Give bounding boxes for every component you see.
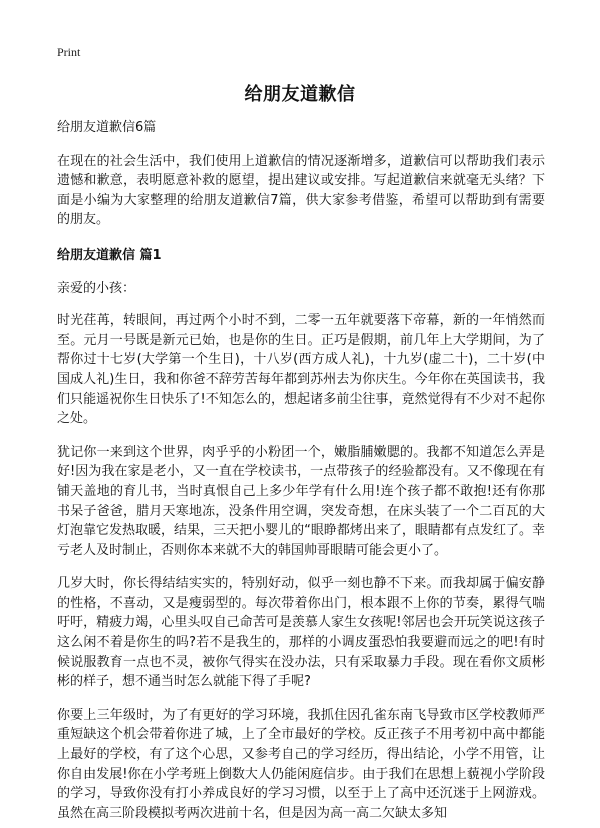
article-subtitle: 给朋友道歉信6篇 — [57, 120, 157, 135]
body-paragraph-4: 你要上三年级时，为了有更好的学习环境，我抓住因孔雀东南飞导致市区学校教师严重短缺这个机会带着你进了城，上了全市最好的学校。反正孩子不用考初中高中都能上最好的学校，有了这个心思，又参考自己的学习经历，得出结论，小学不用管，让你自由发展!你在小学考班上倒数大人仍能闲庭信步。由于我们在思想上藐视小学阶段的学习，导致你没有打小养成良好的学习习惯，以至于上了高中还沉迷于上网游戏。虽然在高三阶段模拟考两次进前十名，但是因为高一高二欠缺太多知 — [57, 707, 545, 821]
body-paragraph-1: 时光荏苒，转眼间，再过两个小时不到，二零一五年就要落下帝幕，新的一年悄然而至。元月一号既是新元已始，也是你的生日。正巧是假期，前几年上大学期间，为了帮你过十七岁(大学第一个生日)，十八岁(西方成人礼)，十九岁(虚二十)，二十岁(中国成人礼)生日，我和你爸不辞劳苦每年都到苏州去为你庆生。今年你在英国读书，我们只能遥祝你生日快乐了!不知怎么的，想起诸多前尘往事，竟然觉得有不少对不起你之处。 — [57, 313, 545, 427]
print-link[interactable]: Print — [57, 45, 81, 59]
page-title: 给朋友道歉信 — [244, 84, 356, 105]
article-body — [57, 118, 545, 828]
section-heading: 给朋友道歉信 篇1 — [57, 247, 162, 263]
body-paragraph-2: 犹记你一来到这个世界，肉乎乎的小粉团一个，嫩脂脯嫩腮的。我都不知道怎么弄是好!因为我在家是老小，又一直在学校读书，一点带孩子的经验都没有。又不像现在有铺天盖地的育儿书，当时真恨自己上多少年学有什么用!连个孩子都不敢抱!还有你那书呆子爸爸，腊月天寒地冻，没条件用空调，突发奇想，在床头装了一个二百瓦的大灯泡靠它发热取暖，结果，三天把小婴儿的“眼睁都烤出来了，眼睛都有点发红了。幸亏老人及时制止，否则你本来就不大的韩国帅哥眼睛可能会更小了。 — [57, 444, 545, 558]
letter-greeting: 亲爱的小孩： — [57, 280, 136, 296]
body-paragraph-3: 几岁大时，你长得结结实实的，特别好动，似乎一刻也静不下来。而我却属于偏安静的性格，不喜动，又是瘦弱型的。每次带着你出门，根本跟不上你的节奏，累得气喘吁吁，精疲力竭，心里头叹自己命苦可是羡慕人家生女孩呢!邻居也会开玩笑说这孩子这么闲不着是你生的吗?若不是我生的，那样的小调皮蛋恐怕我要避而远之的吧!有时候说服教育一点也不灵，被你气得实在没办法，只有采取暴力手段。现在看你文质彬彬的样子，想不通当时怎么就能下得了手呢? — [57, 576, 545, 690]
intro-paragraph: 在现在的社会生活中，我们使用上道歉信的情况逐渐增多，道歉信可以帮助我们表示遗憾和歉意，表明愿意补救的愿望，提出建议或安排。写起道歉信来就毫无头绪？下面是小编为大家整理的给朋友道歉信7篇，供大家参考借鉴，希望可以帮助到有需要的朋友。 — [57, 153, 545, 228]
